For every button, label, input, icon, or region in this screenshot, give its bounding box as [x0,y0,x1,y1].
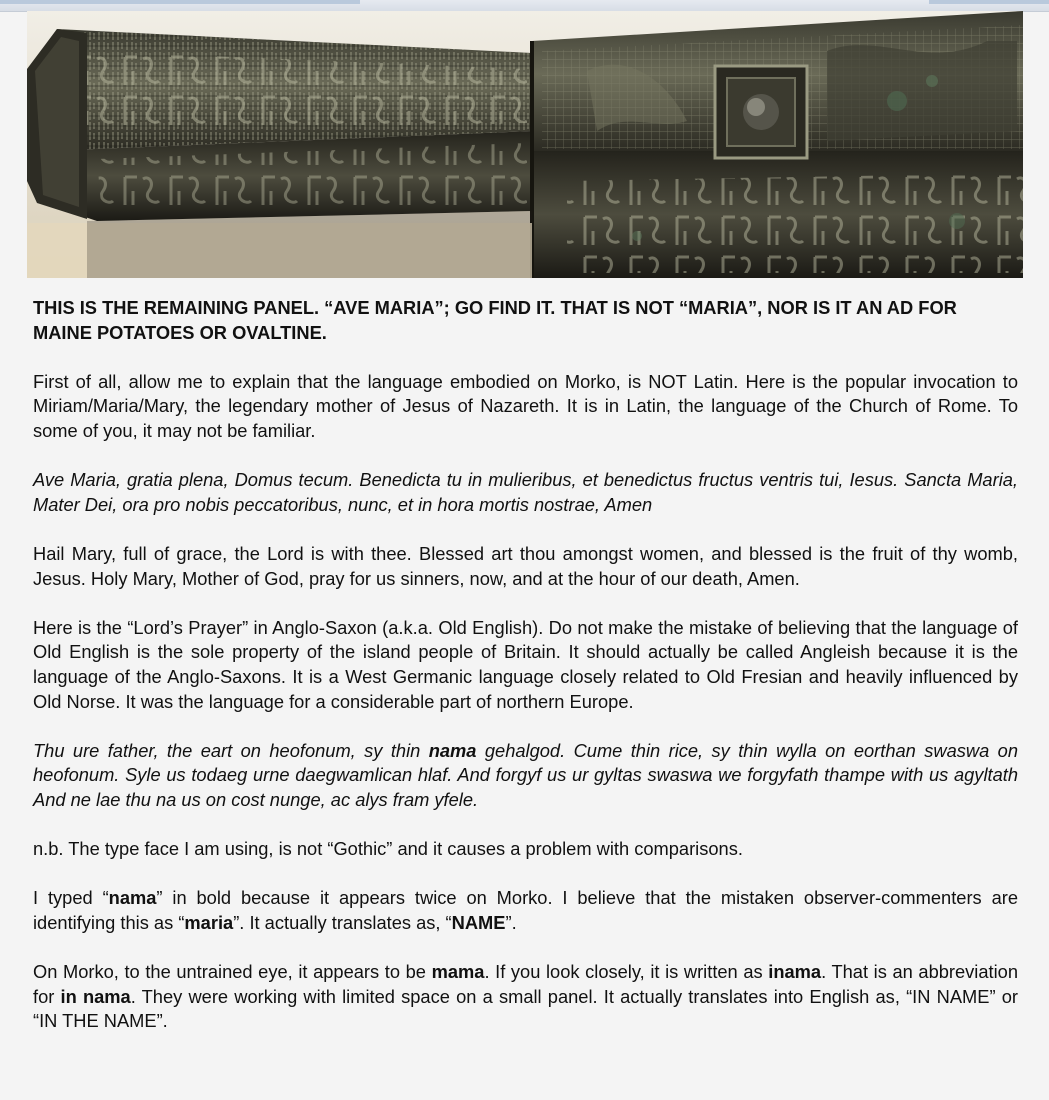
text-segment: On Morko, to the untrained eye, it appears to be [33,961,432,983]
bold-word: inama [768,961,822,983]
paragraph-inama-explanation [33,960,1018,1034]
text-segment: . If you look closely, it is written as [484,961,769,983]
bold-word: nama [108,887,157,909]
text-segment: ”. It actually translates as, “ [233,911,452,933]
text-segment: ”. [505,911,517,933]
typeface-note: n.b. The type face I am using, is not “Gothic” and it causes a problem with comparisons. [33,838,743,860]
bold-word: in nama [60,985,131,1007]
paragraph-anglo-saxon-intro: Here is the “Lord’s Prayer” in Anglo-Saxon (a.k.a. Old English). Do not make the mistake of believing that the language of Old English is the sole property of the island people of Britain. It should actually be called Angleish because it is the language of the Anglo-Saxons. It is a West Germanic language closely related to Old Fresian and heavily influenced by Old Norse. It was the language for a considerable part of northern Europe. [33,616,1018,712]
bold-word: maria [184,911,234,933]
latin-prayer: Ave Maria, gratia plena, Domus tecum. Benedicta tu in mulieribus, et benedictus fructus ventris tui, Iesus. Sancta Maria, Mater Dei, ora pro nobis peccatoribus, nunc, et in hora mortis nostrae, Amen [33,469,1018,515]
bold-word: mama [431,961,485,983]
paragraph-nama-explanation [33,886,1018,935]
artifact-photo-drawing [27,11,1023,278]
top-edge-left-strip [0,0,360,4]
artifact-photo [27,11,1023,278]
paragraph-latin-intro: First of all, allow me to explain that the language embodied on Morko, is NOT Latin. Here is the popular invocation to Miriam/Maria/Mary, the legendary mother of Jesus of Nazareth. It is in Latin, the language of the Church of Rome. To some of you, it may not be familiar. [33,370,1018,441]
panel-heading: THIS IS THE REMAINING PANEL. “AVE MARIA”; GO FIND IT. THAT IS NOT “MARIA”, NOR IS IT AN AD FOR MAINE POTATOES OR OVALTINE. [33,297,957,343]
old-english-prayer-bold-word: nama [428,739,477,761]
text-segment: . That is an abbreviation for [33,961,1019,1007]
text-segment: I typed “ [33,887,109,909]
english-prayer: Hail Mary, full of grace, the Lord is with thee. Blessed art thou amongst women, and blessed is the fruit of thy womb, Jesus. Holy Mary, Mother of God, pray for us sinners, now, and at the hour of our death, Amen. [33,542,1018,589]
bold-word: NAME [451,911,506,933]
text-segment: . They were working with limited space on a small panel. It actually translates into English as, “IN NAME” or “IN THE NAME”. [33,985,1018,1032]
old-english-prayer [33,739,1018,813]
old-english-prayer-part-2: gehalgod. Cume thin rice, sy thin wylla on eorthan swaswa on heofonum. Syle us todaeg urne daegwamlican hlaf. And forgyf us ur gyltas swaswa we forgyfath thampe with us agyltath And ne lae thu na us on cost nunge, ac alys fram yfele. [33,739,1018,810]
top-edge-right-strip [929,0,1049,4]
old-english-prayer-part-1: Thu ure father, the eart on heofonum, sy thin [33,739,429,761]
article-body [33,296,1018,1058]
text-segment: ” in bold because it appears twice on Morko. I believe that the mistaken observer-commenters are identifying this as “ [33,887,1018,933]
